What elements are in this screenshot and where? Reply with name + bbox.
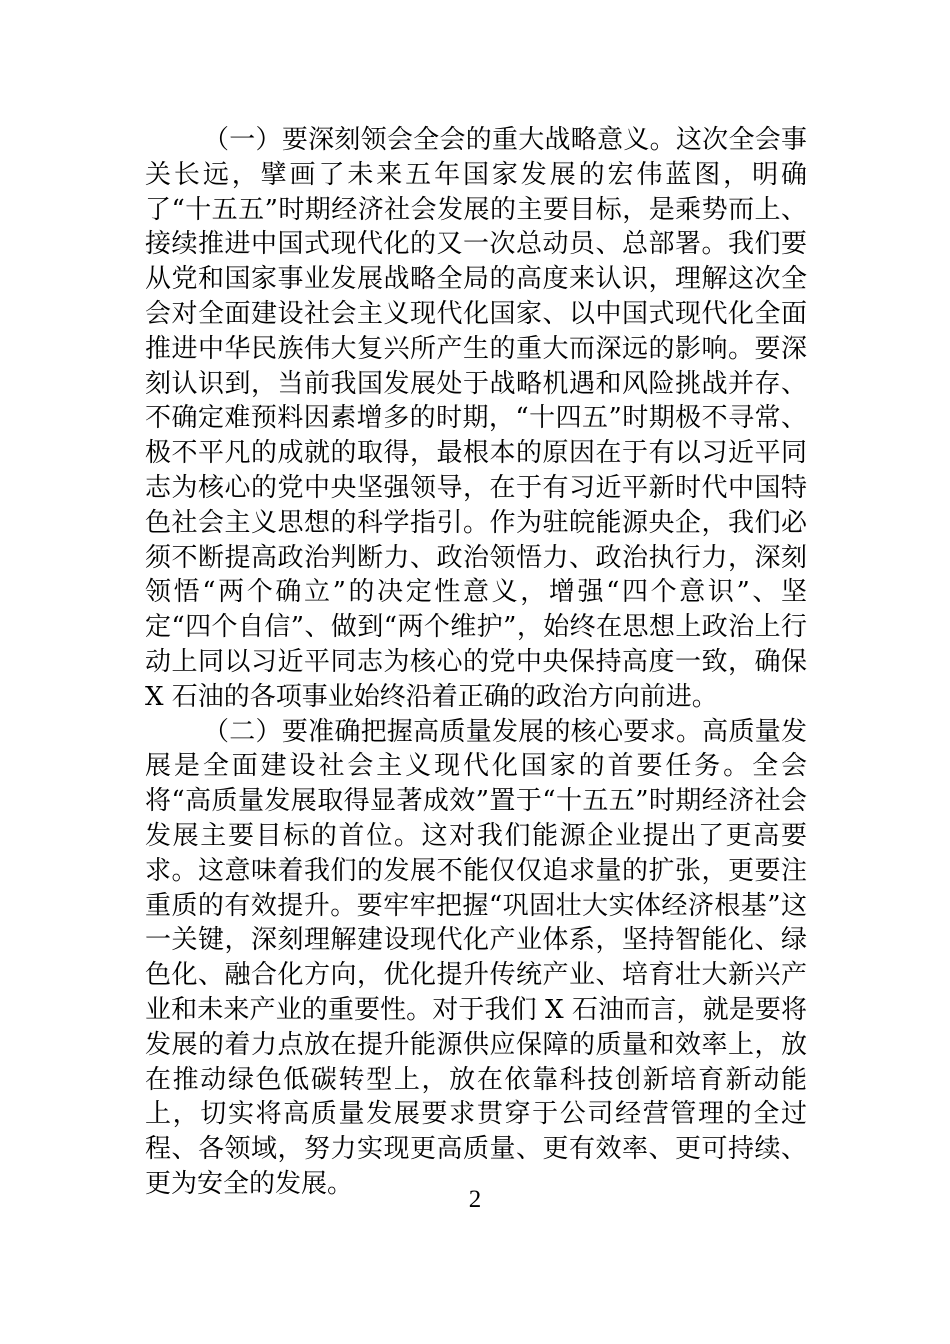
paragraph-1: （一）要深刻领会全会的重大战略意义。这次全会事关长远，擘画了未来五年国家发展的宏伟蓝图，明确了“十五五”时期经济社会发展的主要目标，是乘势而上、接续推进中国式现代化的又一次总动员、总部署。我们要从党和国家事业发展战略全局的高度来认识，理解这次全会对全面建设社会主义现代化国家、以中国式现代化全面推进中华民族伟大复兴所产生的重大而深远的影响。要深刻认识到，当前我国发展处于战略机遇和风险挑战并存、不确定难预料因素增多的时期，“十四五”时期极不寻常、极不平凡的成就的取得，最根本的原因在于有以习近平同志为核心的党中央坚强领导，在于有习近平新时代中国特色社会主义思想的科学指引。作为驻皖能源央企，我们必须不断提高政治判断力、政治领悟力、政治执行力，深刻领悟“两个确立”的决定性意义，增强“四个意识”、坚定“四个自信”、做到“两个维护”，始终在思想上政治上行动上同以习近平同志为核心的党中央保持高度一致，确保 X 石油的各项事业始终沿着正确的政治方向前进。	[145, 125, 807, 712]
document-body	[145, 123, 807, 1202]
page-number: 2	[468, 1186, 482, 1213]
paragraph-2: （二）要准确把握高质量发展的核心要求。高质量发展是全面建设社会主义现代化国家的首要任务。全会将“高质量发展取得显著成效”置于“十五五”时期经济社会发展主要目标的首位。这对我们能源企业提出了更高要求。这意味着我们的发展不能仅仅追求量的扩张，更要注重质的有效提升。要牢牢把握“巩固壮大实体经济根基”这一关键，深刻理解建设现代化产业体系，坚持智能化、绿色化、融合化方向，优化提升传统产业、培育壮大新兴产业和未来产业的重要性。对于我们 X 石油而言，就是要将发展的着力点放在提升能源供应保障的质量和效率上，放在推动绿色低碳转型上，放在依靠科技创新培育新动能上，切实将高质量发展要求贯穿于公司经营管理的全过程、各领域，努力实现更高质量、更有效率、更可持续、更为安全的发展。	[145, 716, 807, 1199]
